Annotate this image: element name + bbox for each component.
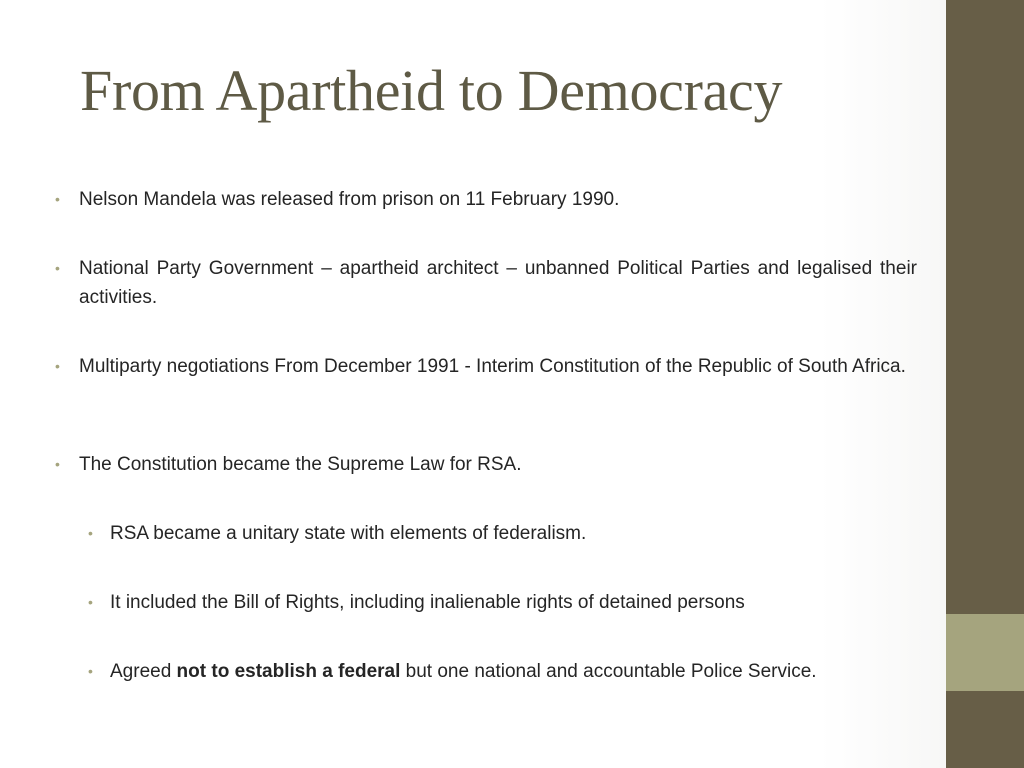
text-police-service: but one national and accountable Police Service. (400, 661, 817, 682)
subbullet-text (110, 657, 817, 686)
slide-title: From Apartheid to Democracy (80, 58, 783, 123)
text-agreed: Agreed (110, 661, 177, 682)
bullet-text: Multiparty negotiations From December 1991 - Interim Constitution of the Republic of South Africa. (79, 356, 906, 377)
bullet-text: The Constitution became the Supreme Law for RSA. (79, 454, 522, 475)
subbullet-text: RSA became a unitary state with elements of federalism. (110, 523, 587, 544)
bullet-supreme-law (53, 450, 917, 479)
bullet-dot-icon: • (55, 191, 60, 207)
bullet-dot-icon: • (88, 594, 93, 610)
subbullet-police-service (84, 657, 924, 686)
side-band-middle (946, 614, 1024, 691)
subbullet-text: It included the Bill of Rights, including inalienable rights of detained persons (110, 592, 745, 613)
bullet-dot-icon: • (88, 525, 93, 541)
bullet-dot-icon: • (55, 358, 60, 374)
bullet-text: Nelson Mandela was released from prison on 11 February 1990. (79, 189, 620, 210)
subbullet-unitary-state (84, 519, 924, 548)
subbullet-bill-of-rights (84, 588, 924, 617)
bullet-dot-icon: • (88, 663, 93, 679)
side-band-bottom (946, 691, 1024, 768)
side-band-top (946, 0, 1024, 614)
bullet-multiparty-negotiations (53, 352, 917, 381)
bullet-dot-icon: • (55, 456, 60, 472)
emphasis-not-federal: not to establish a federal (176, 661, 401, 682)
bullet-parties-unbanned (53, 254, 917, 312)
bullet-mandela-release (53, 185, 917, 214)
bullet-text: National Party Government – apartheid architect – unbanned Political Parties and legalised their activities. (79, 258, 917, 308)
bullet-dot-icon: • (55, 260, 60, 276)
